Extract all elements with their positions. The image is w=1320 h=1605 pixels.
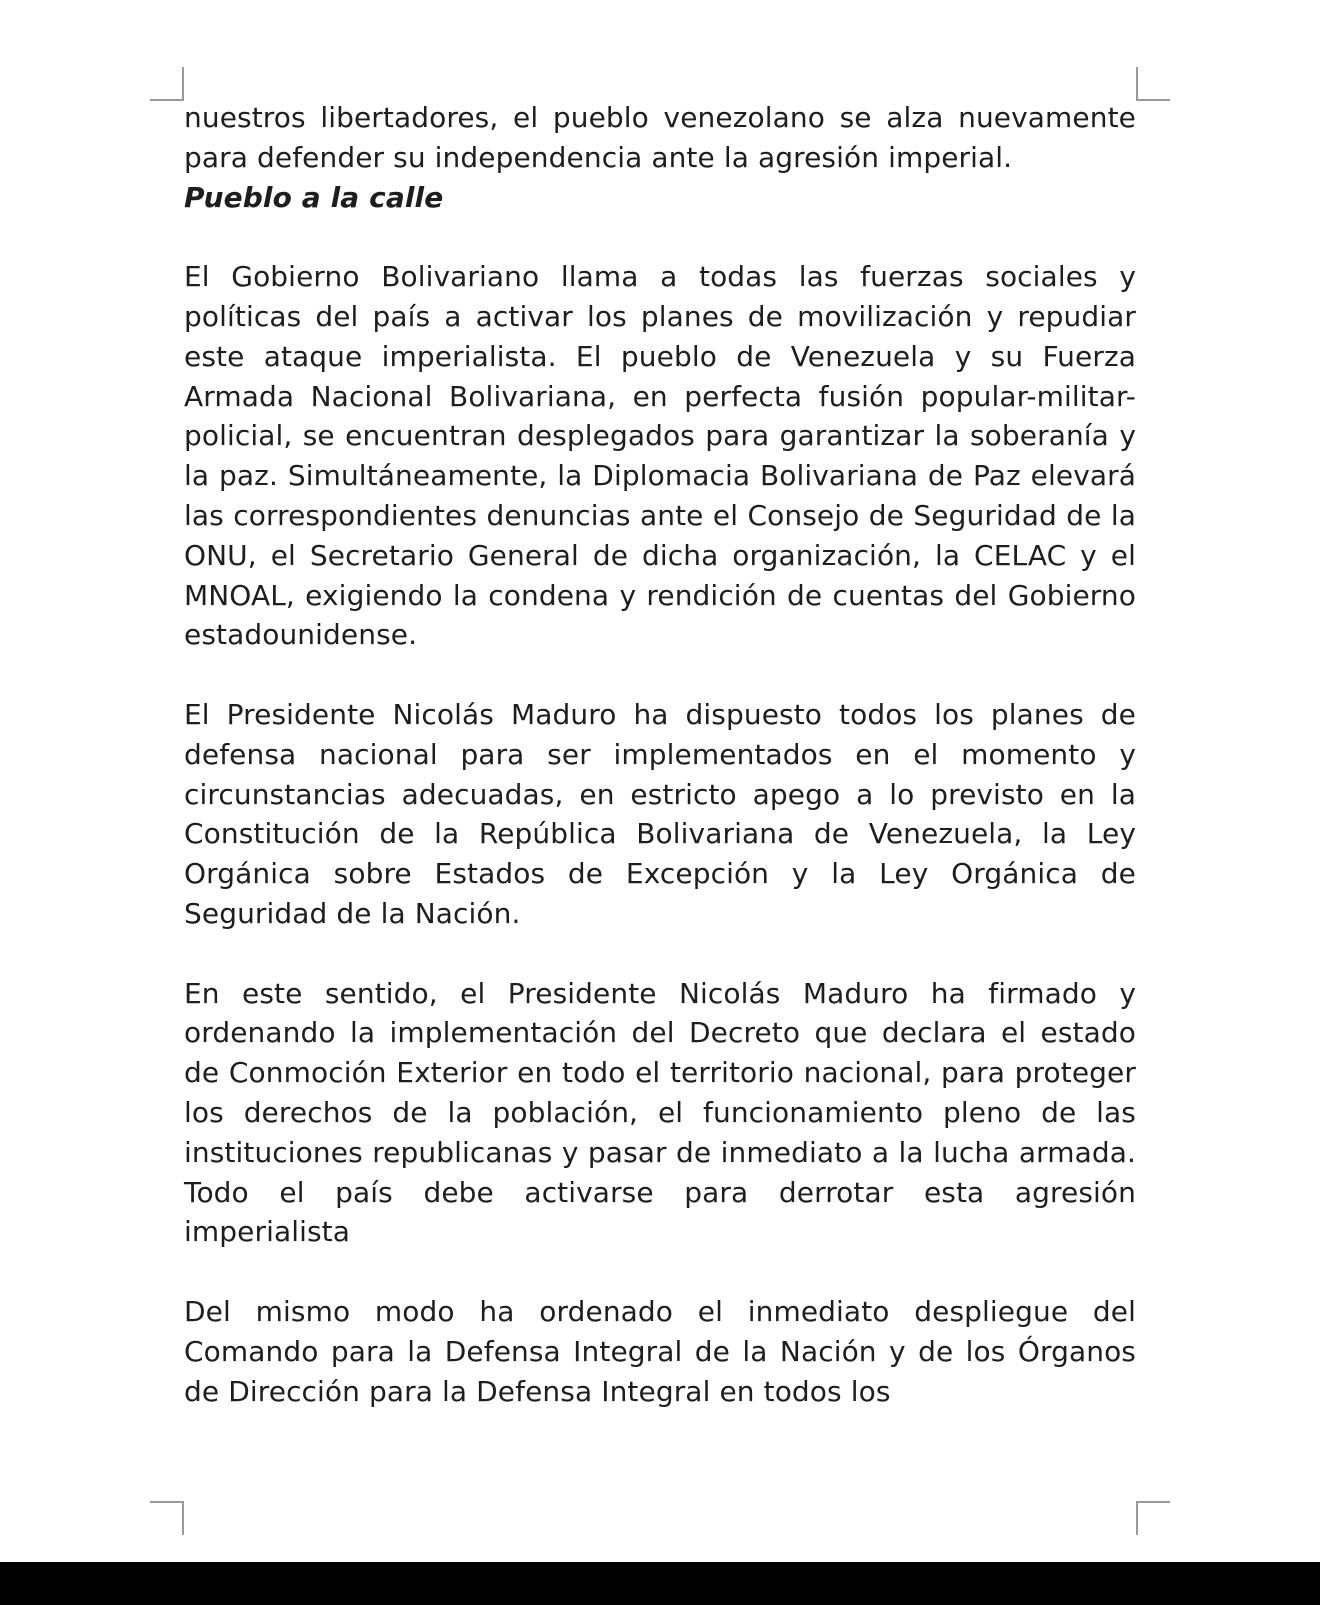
document-body xyxy=(184,98,1136,1411)
paragraph-2: El Presidente Nicolás Maduro ha dispuesto todos los planes de defensa nacional para ser implementados en el momento y circunstancias adecuadas, en estricto apego a lo previsto en la Constitución de la República Bolivariana de Venezuela, la Ley Orgánica sobre Estados de Excepción y la Ley Orgánica de Seguridad de la Nación. xyxy=(184,697,1136,930)
margin-corner-bottom-left xyxy=(150,1501,184,1535)
bottom-black-bar xyxy=(0,1562,1320,1605)
paragraph-4: Del mismo modo ha ordenado el inmediato despliegue del Comando para la Defensa Integral de la Nación y de los Órganos de Dirección para la Defensa Integral en todos los xyxy=(184,1294,1136,1408)
margin-corner-top-left xyxy=(150,67,184,101)
paragraph-intro: nuestros libertadores, el pueblo venezolano se alza nuevamente para defender su independencia ante la agresión imperial. xyxy=(184,101,1136,174)
margin-corner-top-right xyxy=(1136,67,1170,101)
paragraph-1: El Gobierno Bolivariano llama a todas las fuerzas sociales y políticas del país a activar los planes de movilización y repudiar este ataque imperialista. El pueblo de Venezuela y su Fuerza Armada Nacional Bolivariana, en perfecta fusión popular-militar-policial, se encuentran desplegados para garantizar la soberanía y la paz. Simultáneamente, la Diplomacia Bolivariana de Paz elevará las correspondientes denuncias ante el Consejo de Seguridad de la ONU, el Secretario General de dicha organización, la CELAC y el MNOAL, exigiendo la condena y rendición de cuentas del Gobierno estadounidense. xyxy=(184,260,1136,652)
paragraph-3: En este sentido, el Presidente Nicolás Maduro ha firmado y ordenando la implementación del Decreto que declara el estado de Conmoción Exterior en todo el territorio nacional, para proteger los derechos de la población, el funcionamiento pleno de las instituciones republicanas y pasar de inmediato a la lucha armada. Todo el país debe activarse para derrotar esta agresión imperialista xyxy=(184,976,1136,1249)
section-heading: Pueblo a la calle xyxy=(184,180,444,214)
margin-corner-bottom-right xyxy=(1136,1501,1170,1535)
